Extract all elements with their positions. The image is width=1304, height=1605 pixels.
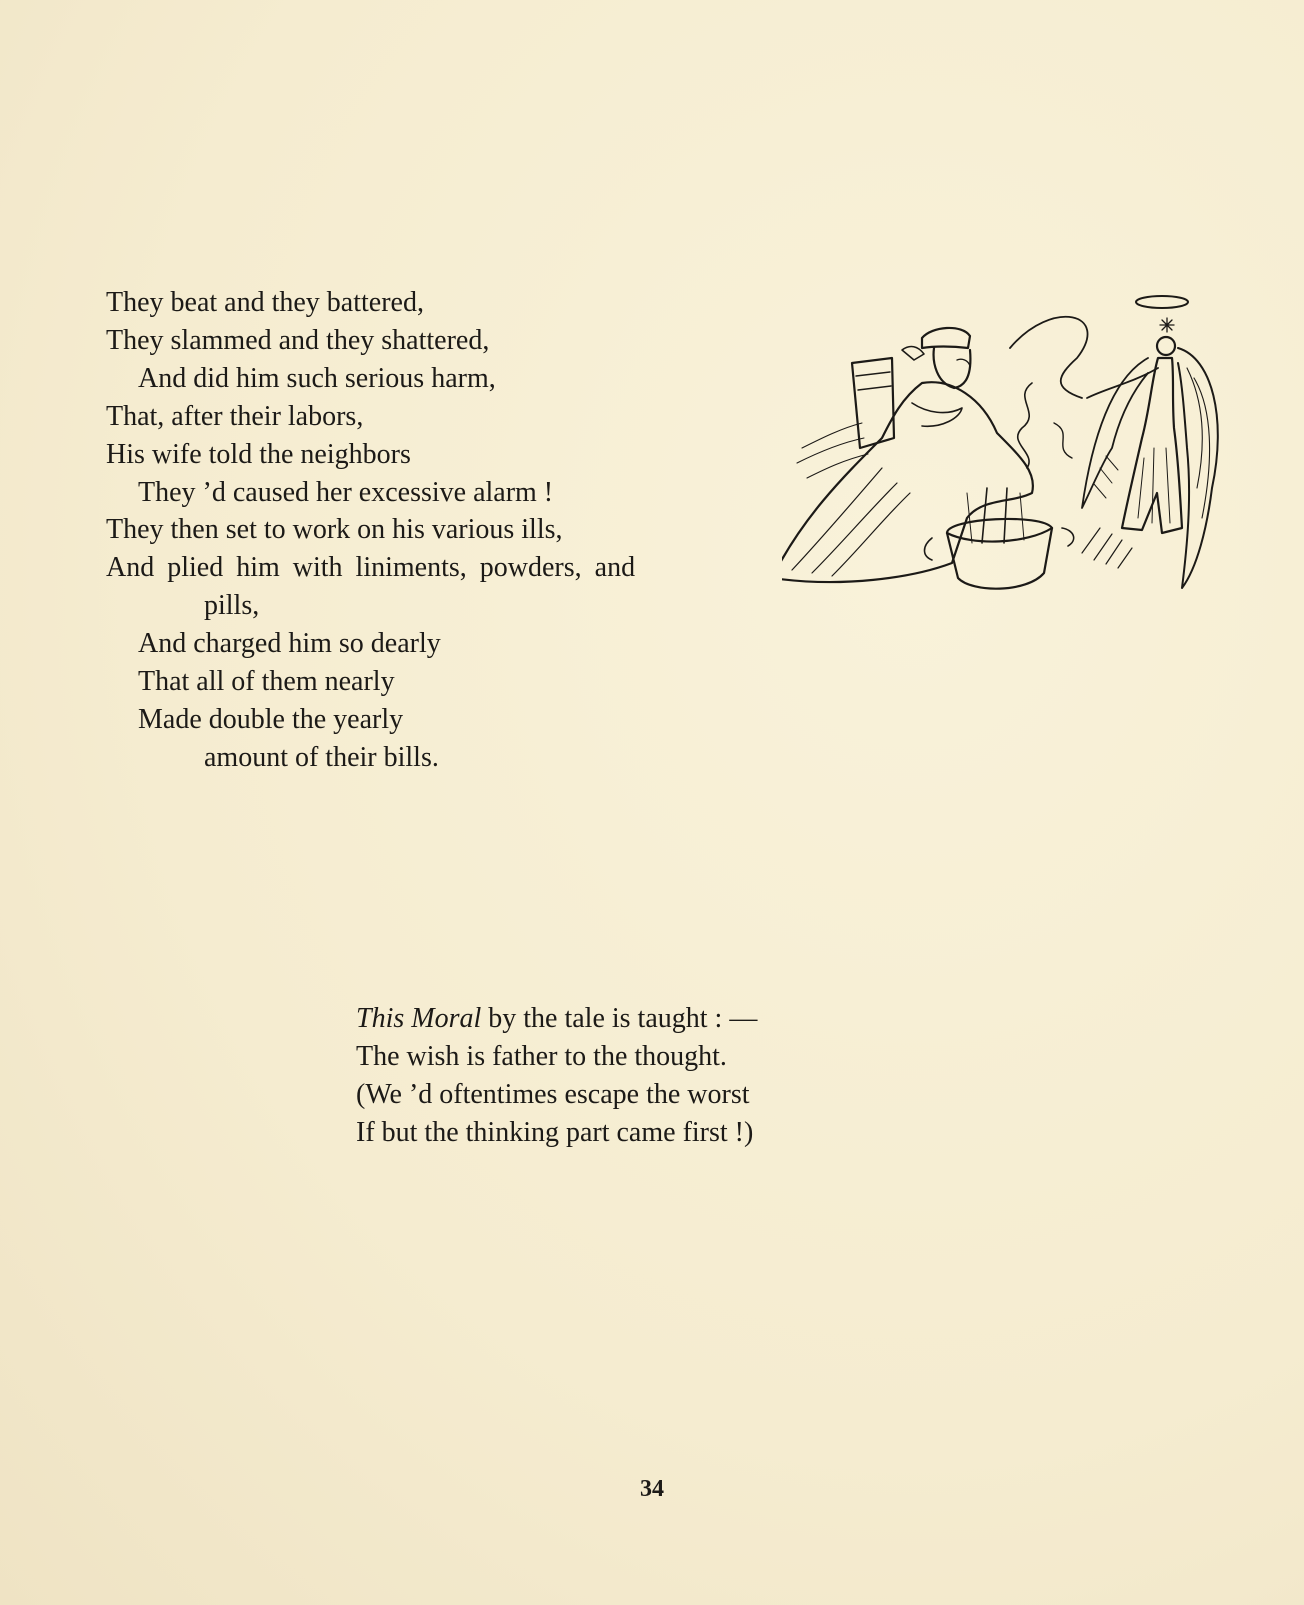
poem-stanza xyxy=(106,284,635,777)
moral-line-4: If but the thinking part came first !) xyxy=(356,1117,754,1148)
poem-line: And did him such serious harm, xyxy=(138,362,496,394)
moral-lead-italic: This Moral xyxy=(356,1003,482,1034)
poem-line: His wife told the neighbors xyxy=(106,438,411,470)
sick-man-and-angel-illustration xyxy=(782,288,1222,618)
poem-line: pills, xyxy=(204,590,260,622)
moral-line-3: (We ’d oftentimes escape the worst xyxy=(356,1079,750,1110)
poem-line: amount of their bills. xyxy=(204,741,439,773)
page-number: 34 xyxy=(640,1476,664,1502)
moral-line-2: The wish is father to the thought. xyxy=(356,1041,727,1072)
poem-line: And charged him so dearly xyxy=(138,628,441,660)
poem-line: Made double the yearly xyxy=(138,703,404,735)
poem-line: They beat and they battered, xyxy=(106,287,424,318)
moral-stanza xyxy=(356,1000,757,1152)
poem-line: They ’d caused her excessive alarm ! xyxy=(138,476,554,508)
moral-lead-rest: by the tale is taught : — xyxy=(481,1003,758,1034)
poem-line: They slammed and they shattered, xyxy=(106,324,490,356)
poem-line: They then set to work on his various ills, xyxy=(106,514,563,546)
poem-line: And plied him with liniments, powders, and xyxy=(106,552,636,584)
poem-line: That all of them nearly xyxy=(138,666,395,698)
moral-line-1 xyxy=(356,1000,757,1038)
poem-line: That, after their labors, xyxy=(106,400,364,432)
